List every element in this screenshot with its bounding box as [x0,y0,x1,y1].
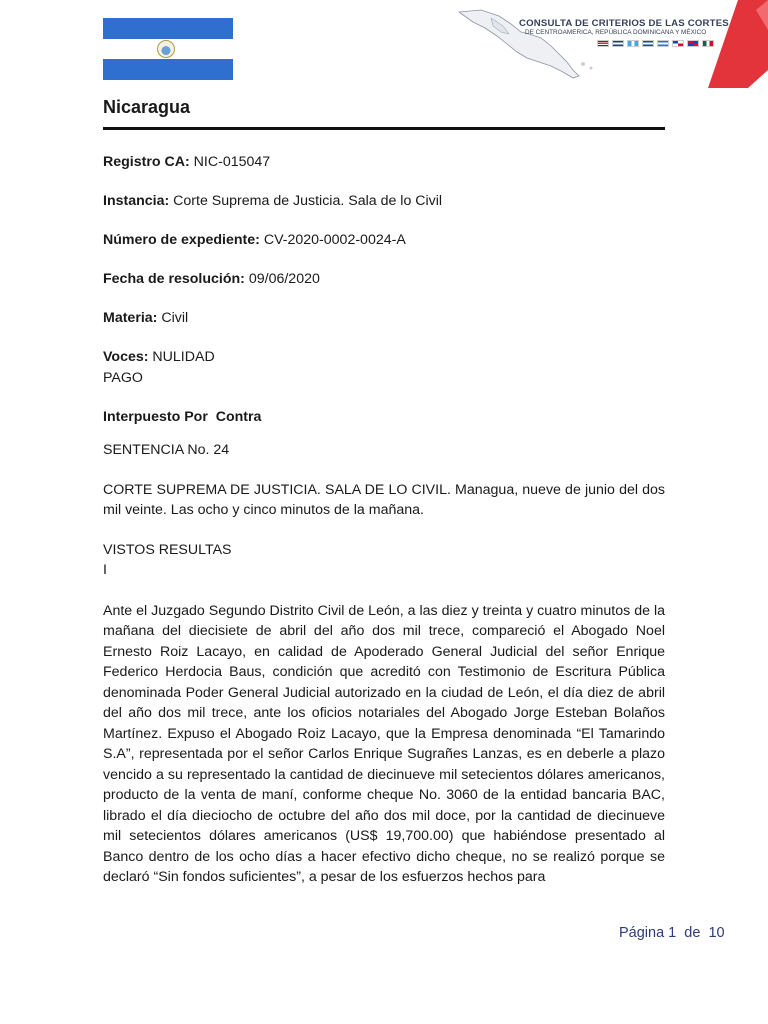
central-america-map-icon [451,4,601,84]
guatemala-flag-icon [627,40,639,47]
field-expediente [103,230,665,251]
nicaragua-mini-flag-icon [657,40,669,47]
field-materia-label: Materia: [103,310,158,326]
field-interpuesto-label: Interpuesto Por Contra [103,408,262,425]
page-number: Página 1 de 10 [619,925,725,941]
el-salvador-flag-icon [612,40,624,47]
field-voces-value-2: PAGO [103,369,143,386]
field-interpuesto [103,407,665,428]
field-registro-label: Registro CA: [103,154,190,170]
field-registro [103,152,665,173]
field-materia [103,308,665,329]
header-divider [103,127,665,130]
field-fecha-label: Fecha de resolución: [103,271,245,287]
honduras-flag-icon [642,40,654,47]
country-flags-row [597,40,714,47]
field-materia-value: Civil [157,310,189,326]
vistos-heading [103,540,665,581]
banner-subtitle: DE CENTROAMERICA, REPÚBLICA DOMINICANA Y MÉXICO [525,29,707,36]
coat-of-arms-icon [157,40,175,58]
nicaragua-flag [103,18,233,80]
flag-band-bottom [103,59,233,80]
mexico-flag-icon [702,40,714,47]
flag-band-middle [103,39,233,60]
intro-paragraph: CORTE SUPREMA DE JUSTICIA. SALA DE LO CIVIL. Managua, nueve de junio del dos mil veinte. Las ocho y cinco minutos de la mañana. [103,481,665,518]
courts-banner-logo [445,0,768,88]
field-instancia [103,191,665,212]
field-registro-value: NIC-015047 [189,154,271,170]
roman-numeral: I [103,562,107,578]
flag-band-top [103,18,233,39]
dominican-republic-flag-icon [687,40,699,47]
field-expediente-label: Número de expediente: [103,232,260,248]
field-fecha [103,269,665,290]
costa-rica-flag-icon [597,40,609,47]
panama-flag-icon [672,40,684,47]
field-voces-label: Voces: [103,349,149,365]
field-expediente-value: CV-2020-0002-0024-A [259,232,406,248]
field-voces-value-1: NULIDAD [148,349,215,365]
field-voces [103,347,665,388]
document-body [103,152,665,907]
field-fecha-value: 09/06/2020 [244,271,320,287]
field-instancia-value: Corte Suprema de Justicia. Sala de lo Civil [169,193,443,209]
vistos-label: VISTOS RESULTAS [103,541,232,558]
sentencia-number: SENTENCIA No. 24 [103,442,230,458]
banner-title: CONSULTA DE CRITERIOS DE LAS CORTES [519,18,729,29]
field-instancia-label: Instancia: [103,193,170,209]
country-heading: Nicaragua [103,97,191,117]
main-paragraph: Ante el Juzgado Segundo Distrito Civil de León, a las diez y treinta y cuatro minutos de la mañana del diecisiete de abril del año dos mil trece, compareció el Abogado Noel Ernesto Roiz Lacayo, en calidad de Apoderado General Judicial del señor Enrique Federico Herdocia Baus, condición que acreditó con Testimonio de Escritura Pública denominada Poder General Judicial autorizado en la ciudad de León, el día diez de abril del año dos mil trece, ante los oficios notariales del Abogado Jorge Esteban Bolaños Martínez. Expuso el Abogado Roiz Lacayo, que la Empresa denominada “El Tamarindo S.A”, representada por el señor Carlos Enrique Sugrañes Lanzas, es en deberle a plazo vencido a su representado la cantidad de diecinueve mil setecientos dólares americanos, producto de la venta de maní, conforme cheque No. 3060 de la entidad bancaria BAC, librado el día dieciocho de octubre del año dos mil doce, por la cantidad de diecinueve mil setecientos dólares americanos (US$ 19,700.00) que habiéndose presentado al Banco dentro de los ocho días a hacer efectivo dicho cheque, no se realizó porque se declaró “Sin fondos suficientes”, a pesar de los esfuerzos hechos para [103,602,665,885]
